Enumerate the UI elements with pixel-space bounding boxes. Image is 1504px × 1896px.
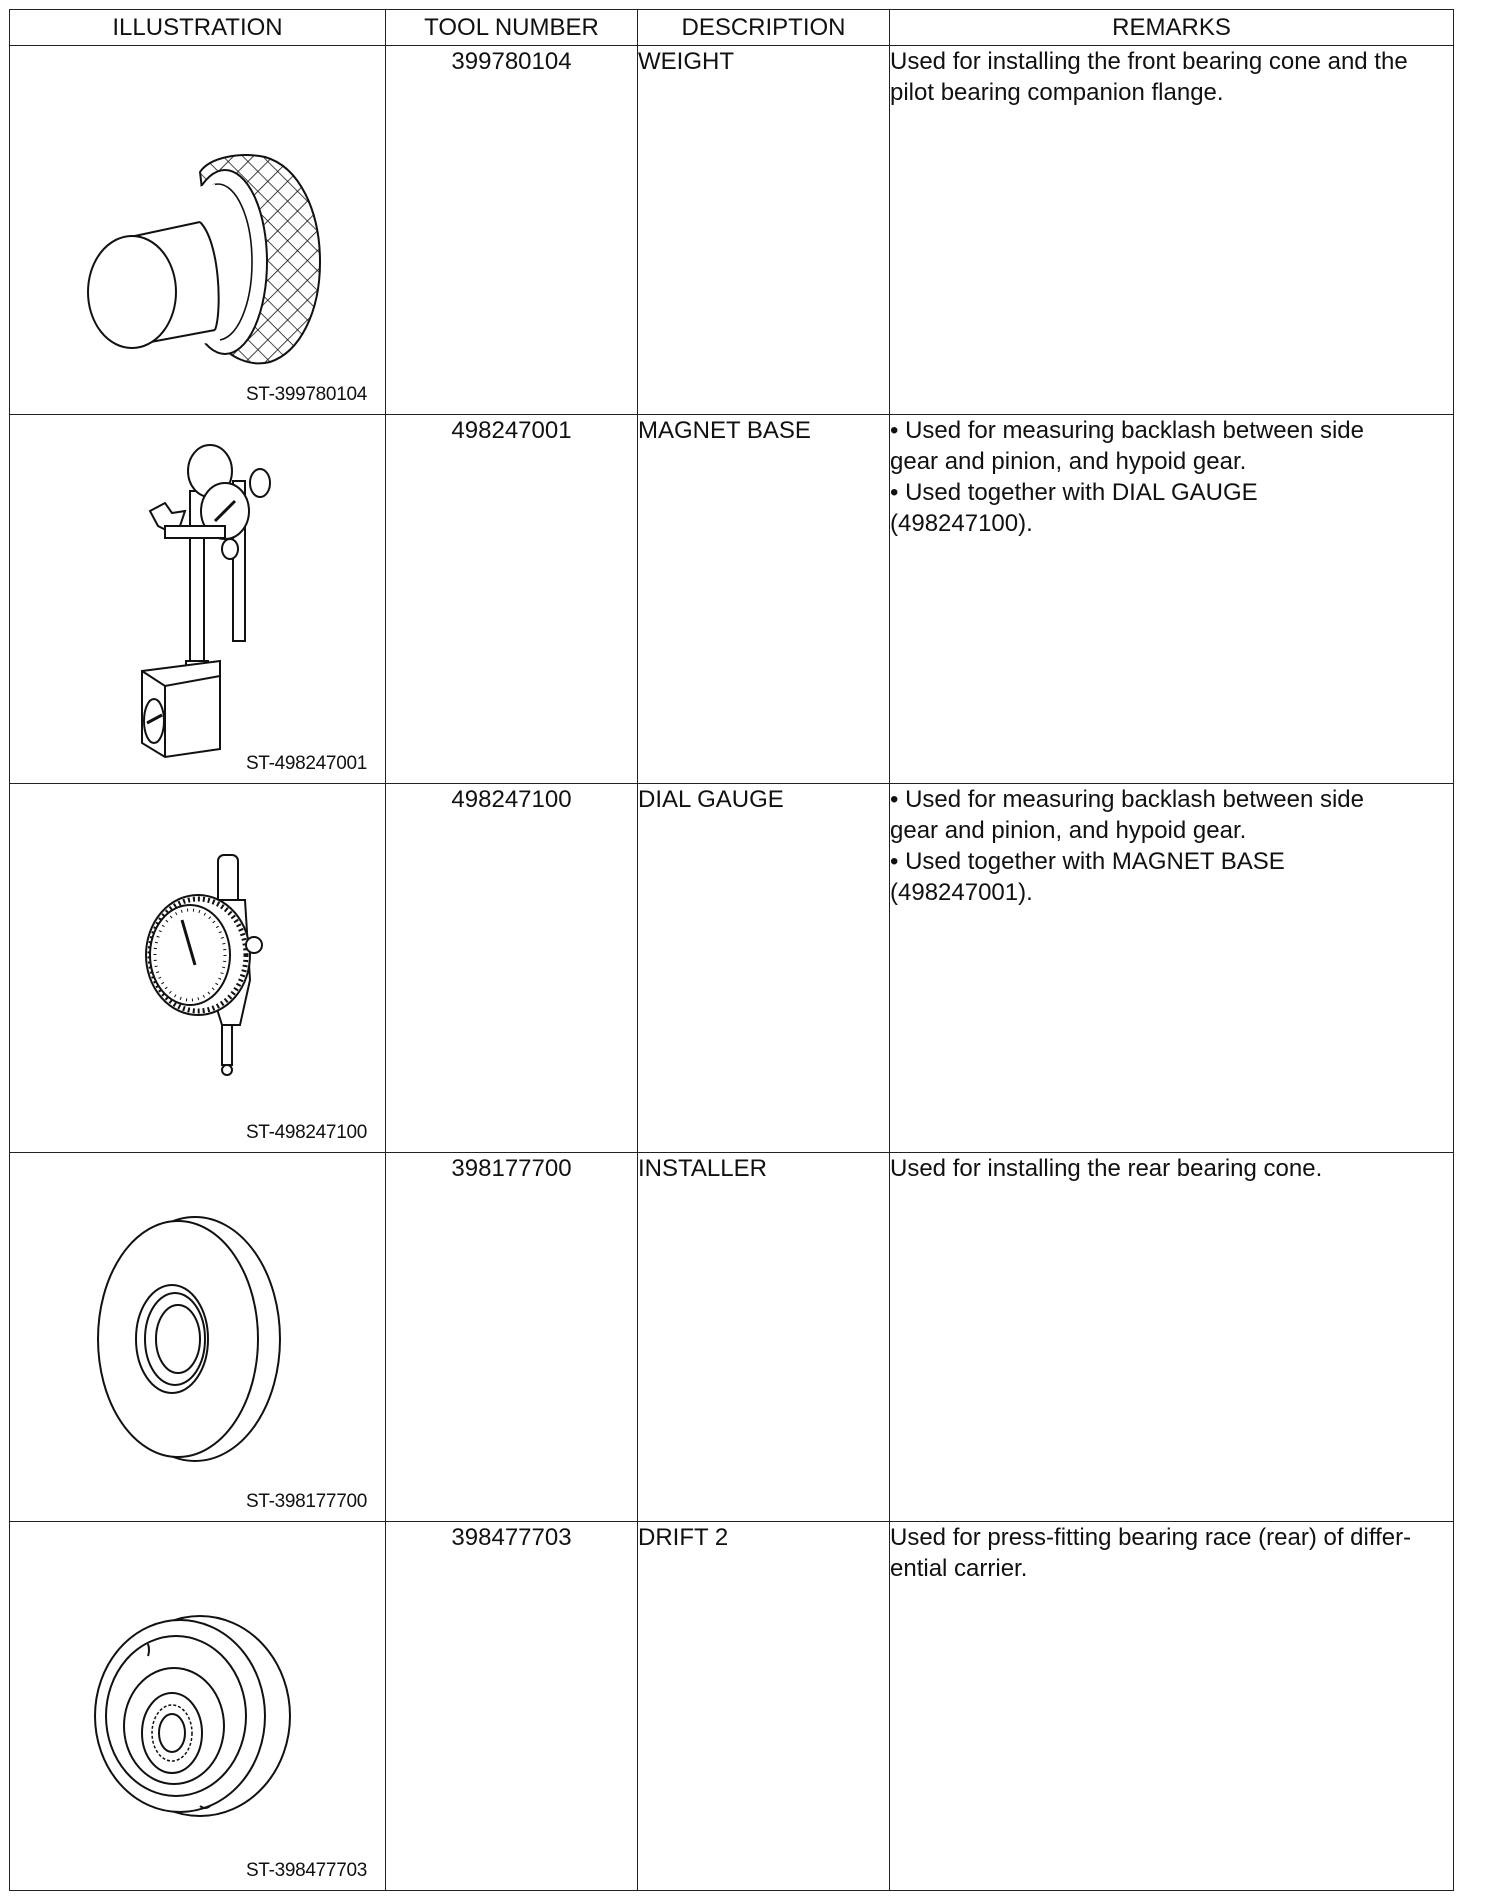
illustration-code: ST-498247001	[245, 753, 367, 774]
remark-line: (498247100).	[890, 510, 1033, 537]
tool-number: 398177700	[386, 1153, 638, 1522]
description: DIAL GAUGE	[638, 784, 890, 1153]
illustration-code: ST-398477703	[245, 1860, 367, 1881]
illustration-cell	[10, 784, 386, 1153]
remark-line: Used for press-fitting bearing race (rear) of differ-	[890, 1524, 1412, 1551]
remark-line: Used for installing the rear bearing cone.	[890, 1155, 1323, 1182]
description: INSTALLER	[638, 1153, 890, 1522]
remark-line: • Used for measuring backlash between side	[890, 786, 1364, 813]
header-remarks: REMARKS	[890, 10, 1454, 46]
remark-line: • Used together with MAGNET BASE	[890, 848, 1285, 875]
installer-disc-icon	[50, 1169, 330, 1499]
table-row	[10, 415, 1454, 784]
table-row	[10, 784, 1454, 1153]
remark-line: gear and pinion, and hypoid gear.	[890, 817, 1247, 844]
remarks	[890, 784, 1454, 1153]
tool-number: 498247100	[386, 784, 638, 1153]
tool-number: 399780104	[386, 46, 638, 415]
illustration-code: ST-498247100	[245, 1122, 367, 1143]
illustration-cell	[10, 1153, 386, 1522]
illustration-code: ST-398177700	[245, 1491, 367, 1512]
description: MAGNET BASE	[638, 415, 890, 784]
tool-number: 398477703	[386, 1522, 638, 1891]
illustration-cell	[10, 1522, 386, 1891]
remarks	[890, 415, 1454, 784]
special-tools-table	[9, 9, 1454, 1891]
table-row	[10, 46, 1454, 415]
description: DRIFT 2	[638, 1522, 890, 1891]
header-description: DESCRIPTION	[638, 10, 890, 46]
description: WEIGHT	[638, 46, 890, 415]
remark-line: (498247001).	[890, 879, 1033, 906]
magnet-base-icon	[50, 431, 330, 761]
remarks	[890, 1522, 1454, 1891]
header-tool-number: TOOL NUMBER	[386, 10, 638, 46]
dial-gauge-icon	[50, 800, 330, 1130]
header-row	[10, 10, 1454, 46]
illustration-cell	[10, 415, 386, 784]
weight-tool-icon	[50, 62, 330, 392]
remark-line: Used for installing the front bearing cone and the	[890, 48, 1408, 75]
remark-line: pilot bearing companion flange.	[890, 79, 1224, 106]
illustration-code: ST-399780104	[245, 384, 367, 405]
remark-line: • Used for measuring backlash between side	[890, 417, 1364, 444]
remarks	[890, 1153, 1454, 1522]
illustration-cell	[10, 46, 386, 415]
remark-line: ential carrier.	[890, 1555, 1028, 1582]
remark-line: • Used together with DIAL GAUGE	[890, 479, 1258, 506]
table-row	[10, 1153, 1454, 1522]
drift-disc-icon	[50, 1538, 330, 1868]
tool-number: 498247001	[386, 415, 638, 784]
header-illustration: ILLUSTRATION	[10, 10, 386, 46]
remarks	[890, 46, 1454, 415]
remark-line: gear and pinion, and hypoid gear.	[890, 448, 1247, 475]
table-row	[10, 1522, 1454, 1891]
